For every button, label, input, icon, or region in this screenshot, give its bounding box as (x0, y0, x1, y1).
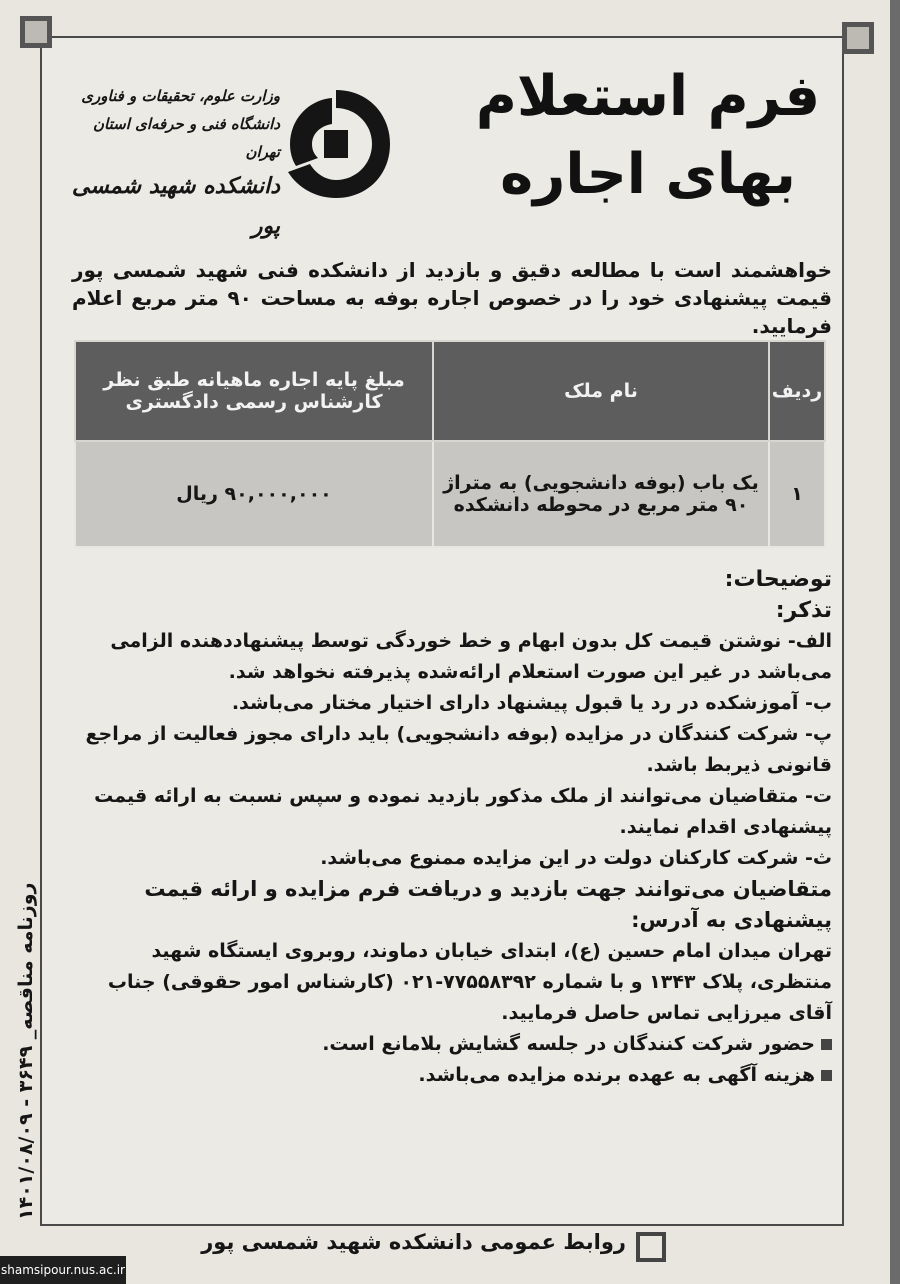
square-ornament-icon (636, 1232, 666, 1262)
note-item: پ- شرکت کنندگان در مزایده (بوفه دانشجویی) باید دارای مجوز فعالیت از مراجع قانونی ذیربط باشد. (85, 723, 832, 776)
bullet-ad-cost (72, 1060, 832, 1091)
cell-row-number: ۱ (769, 441, 825, 547)
notice-title (468, 58, 828, 214)
header-property-name: نام ملک (433, 341, 769, 441)
footer-signature: روابط عمومی دانشکده شهید شمسی پور (201, 1230, 626, 1254)
table-header-row (75, 341, 825, 441)
note-item: ب- آموزشکده در رد یا قبول پیشنهاد دارای اختیار مختار می‌باشد. (231, 692, 832, 714)
bullet-opening-session (72, 1029, 832, 1060)
notes-section (72, 564, 832, 1091)
ministry-name: وزارت علوم، تحقیقات و فناوری (81, 87, 280, 105)
square-bullet-icon (821, 1070, 832, 1081)
logo-block (68, 62, 428, 239)
bullet-text: هزینه آگهی به عهده برنده مزایده می‌باشد. (418, 1064, 815, 1086)
contact-address: تهران میدان امام حسین (ع)، ابتدای خیابان دماوند، روبروی ایستگاه شهید منتظری، پلاک ۱۳۴۳ و با شماره ۷۷۵۵۸۳۹۲-۰۲۱ (کارشناس امور حقوقی) جناب آقای میرزایی تماس حاصل فرمایید. (107, 940, 832, 1024)
reminder-title: تذکر: (775, 598, 832, 623)
rent-table (74, 340, 826, 548)
org-lines (68, 82, 280, 246)
page-edge (890, 0, 900, 1284)
site-watermark: shamsipour.nus.ac.ir (0, 1256, 126, 1284)
university-logo-icon (276, 84, 396, 204)
header-row-number: ردیف (769, 341, 825, 441)
table-row (75, 441, 825, 547)
contact-call: متقاضیان می‌توانند جهت بازدید و دریافت فرم مزایده و ارائه قیمت پیشنهادی به آدرس: (144, 877, 832, 932)
bullet-text: حضور شرکت کنندگان در جلسه گشایش بلامانع است. (322, 1033, 815, 1055)
title-line-2: بهای اجاره (500, 142, 796, 207)
cell-base-price: ۹۰,۰۰۰,۰۰۰ ریال (75, 441, 433, 547)
university-name: دانشگاه فنی و حرفه‌ای استان تهران (93, 115, 280, 161)
note-item: الف- نوشتن قیمت کل بدون ابهام و خط خوردگی توسط پیشنهاددهنده الزامی می‌باشد در غیر این صورت استعلام ارائه‌شده پذیرفته نخواهد شد. (110, 630, 832, 683)
title-line-1: فرم استعلام (475, 64, 821, 129)
note-item: ت- متقاضیان می‌توانند از ملک مذکور بازدید نموده و سپس نسبت به ارائه قیمت پیشنهادی اقدام نمایند. (94, 785, 832, 838)
intro-paragraph: خواهشمند است با مطالعه دقیق و بازدید از دانشکده فنی شهید شمسی پور قیمت پیشنهادی خود را در خصوص اجاره بوفه به مساحت ۹۰ متر مربع اعلام فرمایید. (72, 258, 833, 338)
note-item: ث- شرکت کارکنان دولت در این مزایده ممنوع می‌باشد. (320, 847, 832, 869)
corner-ornament (20, 16, 52, 48)
cell-property-name: یک باب (بوفه دانشجویی) به متراژ ۹۰ متر مربع در محوطه دانشکده (433, 441, 769, 547)
header-base-price: مبلغ پایه اجاره ماهیانه طبق نظر کارشناس رسمی دادگستری (75, 341, 433, 441)
faculty-name: دانشکده شهید شمسی پور (71, 173, 280, 239)
notes-title: توضیحات: (724, 567, 832, 592)
square-bullet-icon (821, 1039, 832, 1050)
corner-ornament (842, 22, 874, 54)
header (68, 58, 828, 248)
footer (40, 1222, 840, 1272)
newspaper-stamp: روزنامه مناقصه_ ۳۶۴۹ - ۱۴۰۱/۰۸/۰۹ (15, 882, 37, 1220)
